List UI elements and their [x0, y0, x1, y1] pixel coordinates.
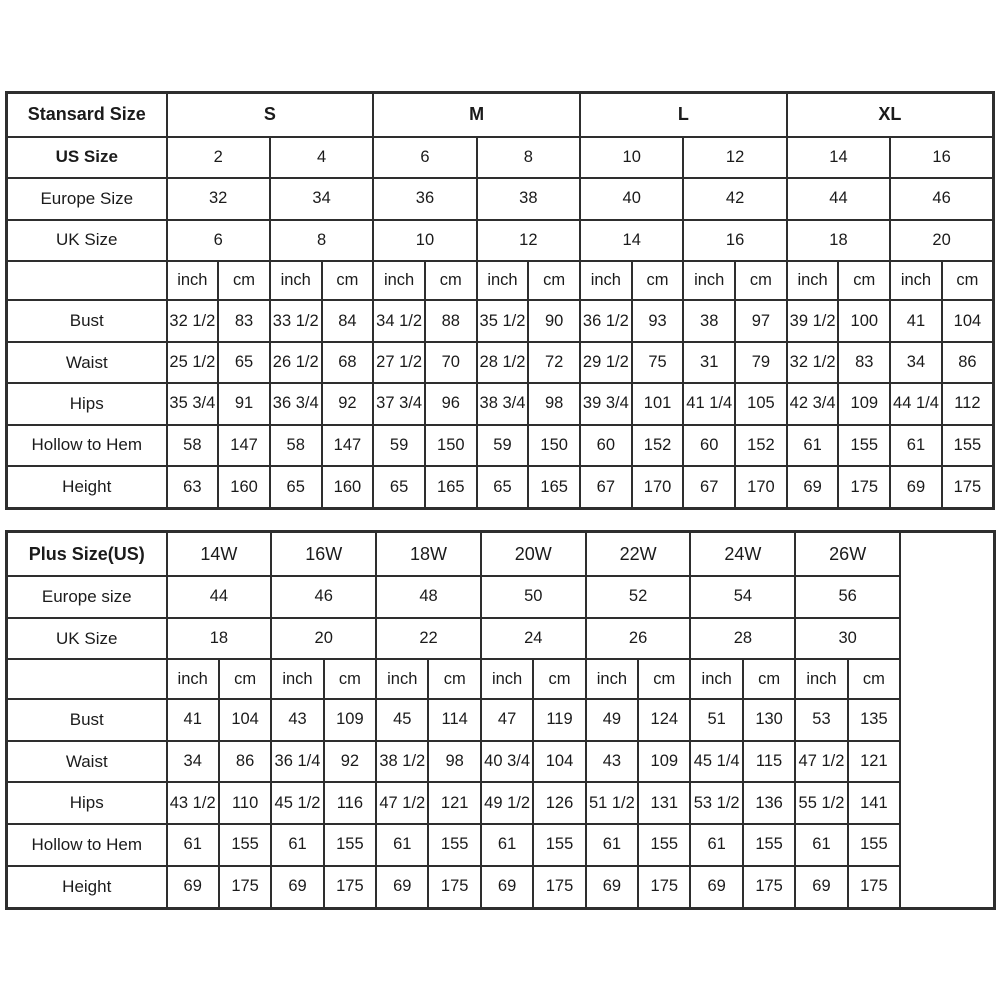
size-group-header: L: [580, 93, 787, 137]
row-label: Europe Size: [7, 178, 167, 219]
measure-value-cell: 155: [324, 824, 376, 866]
unit-label: inch: [477, 261, 529, 301]
measure-value-cell: 45 1/4: [690, 741, 742, 783]
measure-value-cell: 109: [638, 741, 690, 783]
table-row: [7, 532, 995, 577]
measure-value-cell: 121: [848, 741, 900, 783]
measure-value-cell: 58: [270, 425, 322, 466]
measure-value-cell: 33 1/2: [270, 300, 322, 341]
measure-value-cell: 69: [586, 866, 638, 909]
measure-value-cell: 105: [735, 383, 787, 424]
size-value-cell: 54: [690, 576, 795, 618]
unit-row-corner: [7, 261, 167, 301]
measure-value-cell: 175: [324, 866, 376, 909]
measure-value-cell: 42 3/4: [787, 383, 839, 424]
measure-value-cell: 88: [425, 300, 477, 341]
measure-value-cell: 112: [942, 383, 994, 424]
size-value-cell: 12: [477, 220, 580, 261]
size-value-cell: 8: [270, 220, 373, 261]
size-group-header: S: [167, 93, 374, 137]
size-value-cell: 14: [787, 137, 890, 178]
measure-value-cell: 152: [735, 425, 787, 466]
size-value-cell: 6: [167, 220, 270, 261]
measure-value-cell: 175: [743, 866, 795, 909]
measure-value-cell: 155: [942, 425, 994, 466]
size-group-header: XL: [787, 93, 994, 137]
size-value-cell: 16: [683, 220, 786, 261]
measure-value-cell: 114: [428, 699, 480, 741]
unit-label: inch: [795, 659, 847, 699]
measure-value-cell: 97: [735, 300, 787, 341]
measure-value-cell: 104: [533, 741, 585, 783]
measure-value-cell: 170: [632, 466, 684, 508]
size-value-cell: 2: [167, 137, 270, 178]
size-value-cell: 30: [795, 618, 900, 660]
measure-value-cell: 34: [890, 342, 942, 383]
measure-value-cell: 43 1/2: [167, 782, 219, 824]
measure-value-cell: 98: [528, 383, 580, 424]
size-value-cell: 16: [890, 137, 993, 178]
measure-value-cell: 53 1/2: [690, 782, 742, 824]
measure-value-cell: 175: [428, 866, 480, 909]
measure-value-cell: 35 3/4: [167, 383, 219, 424]
measure-value-cell: 69: [481, 866, 533, 909]
measure-value-cell: 84: [322, 300, 374, 341]
size-value-cell: 46: [890, 178, 993, 219]
measure-value-cell: 39 1/2: [787, 300, 839, 341]
size-group-header: 14W: [167, 532, 272, 577]
measure-value-cell: 100: [838, 300, 890, 341]
measure-value-cell: 28 1/2: [477, 342, 529, 383]
unit-label: cm: [324, 659, 376, 699]
size-value-cell: 4: [270, 137, 373, 178]
measure-value-cell: 47: [481, 699, 533, 741]
measure-value-cell: 101: [632, 383, 684, 424]
measure-value-cell: 40 3/4: [481, 741, 533, 783]
table-corner-label: Plus Size(US): [7, 532, 167, 577]
size-value-cell: 12: [683, 137, 786, 178]
measure-value-cell: 69: [376, 866, 428, 909]
measure-value-cell: 147: [218, 425, 270, 466]
measure-value-cell: 53: [795, 699, 847, 741]
unit-label: cm: [638, 659, 690, 699]
table-row: [7, 824, 995, 866]
measure-value-cell: 160: [218, 466, 270, 508]
measure-value-cell: 60: [683, 425, 735, 466]
table-row: [7, 699, 995, 741]
size-value-cell: 50: [481, 576, 586, 618]
measure-value-cell: 121: [428, 782, 480, 824]
measure-value-cell: 41: [890, 300, 942, 341]
measure-value-cell: 155: [638, 824, 690, 866]
measure-value-cell: 75: [632, 342, 684, 383]
measure-value-cell: 59: [373, 425, 425, 466]
measure-value-cell: 58: [167, 425, 219, 466]
measure-value-cell: 69: [690, 866, 742, 909]
unit-row-corner: [7, 659, 167, 699]
measure-value-cell: 47 1/2: [376, 782, 428, 824]
measure-value-cell: 31: [683, 342, 735, 383]
unit-label: cm: [632, 261, 684, 301]
measure-value-cell: 69: [787, 466, 839, 508]
measure-value-cell: 104: [219, 699, 271, 741]
measure-value-cell: 34 1/2: [373, 300, 425, 341]
table-row: [7, 137, 994, 178]
unit-label: inch: [890, 261, 942, 301]
unit-label: cm: [533, 659, 585, 699]
size-value-cell: 28: [690, 618, 795, 660]
measure-value-cell: 83: [218, 300, 270, 341]
empty-column-cell: [900, 532, 994, 909]
measure-value-cell: 61: [890, 425, 942, 466]
unit-label: inch: [580, 261, 632, 301]
size-value-cell: 44: [787, 178, 890, 219]
measure-value-cell: 47 1/2: [795, 741, 847, 783]
size-group-header: 24W: [690, 532, 795, 577]
measure-value-cell: 61: [481, 824, 533, 866]
measure-value-cell: 41: [167, 699, 219, 741]
measure-value-cell: 155: [533, 824, 585, 866]
measure-value-cell: 155: [848, 824, 900, 866]
measure-value-cell: 110: [219, 782, 271, 824]
size-group-header: 22W: [586, 532, 691, 577]
measure-value-cell: 38 3/4: [477, 383, 529, 424]
measure-value-cell: 38: [683, 300, 735, 341]
table-row: [7, 782, 995, 824]
measure-value-cell: 136: [743, 782, 795, 824]
measure-value-cell: 92: [324, 741, 376, 783]
table-row: [7, 178, 994, 219]
measure-value-cell: 65: [373, 466, 425, 508]
size-value-cell: 10: [373, 220, 476, 261]
table-row: [7, 93, 994, 137]
unit-label: inch: [271, 659, 323, 699]
measure-value-cell: 119: [533, 699, 585, 741]
unit-label: cm: [848, 659, 900, 699]
measure-value-cell: 79: [735, 342, 787, 383]
measure-value-cell: 55 1/2: [795, 782, 847, 824]
row-label: Waist: [7, 342, 167, 383]
table-row: [7, 261, 994, 301]
measure-value-cell: 49 1/2: [481, 782, 533, 824]
measure-value-cell: 175: [848, 866, 900, 909]
measure-value-cell: 96: [425, 383, 477, 424]
measure-value-cell: 109: [838, 383, 890, 424]
measure-value-cell: 36 3/4: [270, 383, 322, 424]
measure-value-cell: 175: [838, 466, 890, 508]
measure-value-cell: 61: [167, 824, 219, 866]
measure-value-cell: 93: [632, 300, 684, 341]
size-value-cell: 20: [890, 220, 993, 261]
row-label: Hips: [7, 383, 167, 424]
unit-label: inch: [586, 659, 638, 699]
size-group-header: 20W: [481, 532, 586, 577]
size-value-cell: 38: [477, 178, 580, 219]
row-label: Bust: [7, 300, 167, 341]
measure-value-cell: 150: [425, 425, 477, 466]
table-row: [7, 618, 995, 660]
measure-value-cell: 35 1/2: [477, 300, 529, 341]
measure-value-cell: 67: [683, 466, 735, 508]
measure-value-cell: 61: [586, 824, 638, 866]
row-label: Waist: [7, 741, 167, 783]
measure-value-cell: 51 1/2: [586, 782, 638, 824]
measure-value-cell: 61: [795, 824, 847, 866]
measure-value-cell: 45 1/2: [271, 782, 323, 824]
size-value-cell: 44: [167, 576, 272, 618]
measure-value-cell: 32 1/2: [787, 342, 839, 383]
measure-value-cell: 37 3/4: [373, 383, 425, 424]
measure-value-cell: 90: [528, 300, 580, 341]
measure-value-cell: 45: [376, 699, 428, 741]
measure-value-cell: 152: [632, 425, 684, 466]
size-value-cell: 52: [586, 576, 691, 618]
measure-value-cell: 98: [428, 741, 480, 783]
measure-value-cell: 49: [586, 699, 638, 741]
measure-value-cell: 59: [477, 425, 529, 466]
unit-label: cm: [942, 261, 994, 301]
measure-value-cell: 63: [167, 466, 219, 508]
size-value-cell: 6: [373, 137, 476, 178]
measure-value-cell: 155: [743, 824, 795, 866]
size-value-cell: 18: [167, 618, 272, 660]
table-row: [7, 342, 994, 383]
standard-size-table: [5, 91, 995, 510]
size-value-cell: 26: [586, 618, 691, 660]
measure-value-cell: 150: [528, 425, 580, 466]
unit-label: inch: [690, 659, 742, 699]
measure-value-cell: 61: [787, 425, 839, 466]
table-row: [7, 659, 995, 699]
measure-value-cell: 116: [324, 782, 376, 824]
unit-label: cm: [743, 659, 795, 699]
unit-label: inch: [787, 261, 839, 301]
measure-value-cell: 109: [324, 699, 376, 741]
row-label: Hips: [7, 782, 167, 824]
table-row: [7, 741, 995, 783]
unit-label: inch: [270, 261, 322, 301]
measure-value-cell: 131: [638, 782, 690, 824]
size-value-cell: 48: [376, 576, 481, 618]
measure-value-cell: 86: [219, 741, 271, 783]
measure-value-cell: 36 1/2: [580, 300, 632, 341]
row-label: US Size: [7, 137, 167, 178]
size-value-cell: 32: [167, 178, 270, 219]
measure-value-cell: 61: [376, 824, 428, 866]
row-label: Europe size: [7, 576, 167, 618]
size-value-cell: 46: [271, 576, 376, 618]
measure-value-cell: 61: [690, 824, 742, 866]
unit-label: inch: [376, 659, 428, 699]
measure-value-cell: 72: [528, 342, 580, 383]
measure-value-cell: 104: [942, 300, 994, 341]
measure-value-cell: 69: [271, 866, 323, 909]
unit-label: cm: [428, 659, 480, 699]
measure-value-cell: 115: [743, 741, 795, 783]
table-row: [7, 576, 995, 618]
measure-value-cell: 165: [528, 466, 580, 508]
measure-value-cell: 27 1/2: [373, 342, 425, 383]
unit-label: cm: [218, 261, 270, 301]
measure-value-cell: 43: [586, 741, 638, 783]
measure-value-cell: 70: [425, 342, 477, 383]
measure-value-cell: 175: [533, 866, 585, 909]
measure-value-cell: 36 1/4: [271, 741, 323, 783]
table-row: [7, 220, 994, 261]
measure-value-cell: 43: [271, 699, 323, 741]
table-row: [7, 466, 994, 508]
measure-value-cell: 69: [890, 466, 942, 508]
measure-value-cell: 51: [690, 699, 742, 741]
measure-value-cell: 25 1/2: [167, 342, 219, 383]
measure-value-cell: 155: [838, 425, 890, 466]
measure-value-cell: 126: [533, 782, 585, 824]
measure-value-cell: 65: [270, 466, 322, 508]
measure-value-cell: 44 1/4: [890, 383, 942, 424]
measure-value-cell: 86: [942, 342, 994, 383]
size-value-cell: 56: [795, 576, 900, 618]
unit-label: cm: [735, 261, 787, 301]
unit-label: cm: [219, 659, 271, 699]
measure-value-cell: 26 1/2: [270, 342, 322, 383]
row-label: Hollow to Hem: [7, 824, 167, 866]
measure-value-cell: 175: [638, 866, 690, 909]
row-label: UK Size: [7, 220, 167, 261]
measure-value-cell: 39 3/4: [580, 383, 632, 424]
table-row: [7, 300, 994, 341]
table-corner-label: Stansard Size: [7, 93, 167, 137]
row-label: Height: [7, 466, 167, 508]
measure-value-cell: 165: [425, 466, 477, 508]
measure-value-cell: 83: [838, 342, 890, 383]
unit-label: inch: [683, 261, 735, 301]
measure-value-cell: 67: [580, 466, 632, 508]
size-value-cell: 42: [683, 178, 786, 219]
size-value-cell: 14: [580, 220, 683, 261]
size-value-cell: 20: [271, 618, 376, 660]
unit-label: inch: [167, 659, 219, 699]
size-group-header: 26W: [795, 532, 900, 577]
plus-size-table: [5, 530, 996, 910]
unit-label: inch: [167, 261, 219, 301]
table-row: [7, 383, 994, 424]
size-group-header: 16W: [271, 532, 376, 577]
row-label: UK Size: [7, 618, 167, 660]
measure-value-cell: 65: [218, 342, 270, 383]
size-value-cell: 8: [477, 137, 580, 178]
measure-value-cell: 69: [167, 866, 219, 909]
unit-label: inch: [481, 659, 533, 699]
unit-label: cm: [425, 261, 477, 301]
measure-value-cell: 160: [322, 466, 374, 508]
measure-value-cell: 92: [322, 383, 374, 424]
measure-value-cell: 32 1/2: [167, 300, 219, 341]
measure-value-cell: 175: [219, 866, 271, 909]
unit-label: cm: [838, 261, 890, 301]
row-label: Hollow to Hem: [7, 425, 167, 466]
measure-value-cell: 175: [942, 466, 994, 508]
measure-value-cell: 41 1/4: [683, 383, 735, 424]
measure-value-cell: 155: [428, 824, 480, 866]
size-group-header: 18W: [376, 532, 481, 577]
measure-value-cell: 69: [795, 866, 847, 909]
measure-value-cell: 61: [271, 824, 323, 866]
measure-value-cell: 38 1/2: [376, 741, 428, 783]
measure-value-cell: 135: [848, 699, 900, 741]
measure-value-cell: 60: [580, 425, 632, 466]
size-value-cell: 18: [787, 220, 890, 261]
measure-value-cell: 147: [322, 425, 374, 466]
table-row: [7, 425, 994, 466]
measure-value-cell: 124: [638, 699, 690, 741]
measure-value-cell: 155: [219, 824, 271, 866]
unit-label: cm: [528, 261, 580, 301]
measure-value-cell: 34: [167, 741, 219, 783]
size-group-header: M: [373, 93, 580, 137]
measure-value-cell: 29 1/2: [580, 342, 632, 383]
size-value-cell: 10: [580, 137, 683, 178]
measure-value-cell: 170: [735, 466, 787, 508]
row-label: Height: [7, 866, 167, 909]
measure-value-cell: 91: [218, 383, 270, 424]
measure-value-cell: 68: [322, 342, 374, 383]
measure-value-cell: 130: [743, 699, 795, 741]
size-value-cell: 36: [373, 178, 476, 219]
size-value-cell: 34: [270, 178, 373, 219]
size-value-cell: 40: [580, 178, 683, 219]
row-label: Bust: [7, 699, 167, 741]
size-value-cell: 24: [481, 618, 586, 660]
size-value-cell: 22: [376, 618, 481, 660]
unit-label: inch: [373, 261, 425, 301]
unit-label: cm: [322, 261, 374, 301]
table-row: [7, 866, 995, 909]
measure-value-cell: 65: [477, 466, 529, 508]
measure-value-cell: 141: [848, 782, 900, 824]
